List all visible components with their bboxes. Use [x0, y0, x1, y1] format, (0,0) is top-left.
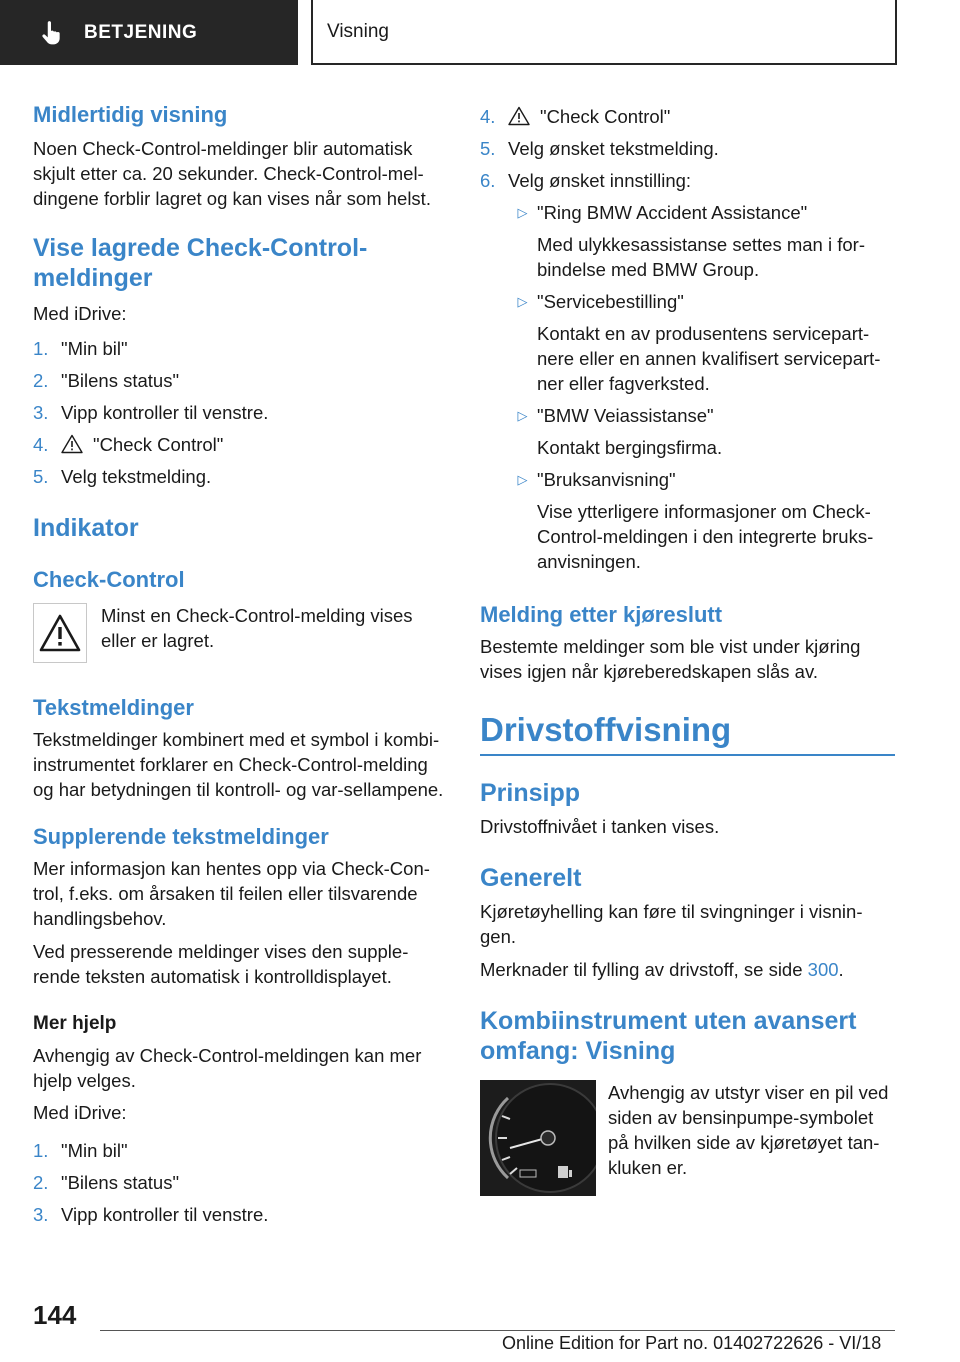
- option-title: "Bruksanvisning": [537, 469, 676, 490]
- heading-prinsipp: Prinsipp: [480, 779, 581, 807]
- gauge-row: [480, 1080, 895, 1196]
- list-item: [33, 368, 445, 393]
- bullet-triangle-icon: ▷: [517, 205, 528, 220]
- step-number: 4.: [480, 106, 496, 127]
- list-item: [33, 432, 445, 457]
- step-text: Velg tekstmelding.: [61, 466, 212, 487]
- para-supplerende-2: Ved presserende meldinger vises den supple-rende teksten automatisk i kontrolldisplayet.: [33, 941, 409, 987]
- option-title: "Ring BMW Accident Assistance": [537, 202, 808, 223]
- para-idrive: Med iDrive:: [33, 303, 127, 324]
- heading-tekstmeldinger: Tekstmeldinger: [33, 695, 194, 720]
- option-desc: Kontakt bergingsfirma.: [537, 437, 723, 458]
- warning-triangle-icon: [508, 106, 530, 126]
- bullet-triangle-icon: ▷: [517, 408, 528, 423]
- option-desc: Med ulykkesassistanse settes man i for-bindelse med BMW Group.: [537, 234, 865, 280]
- para-kombi: Avhengig av utstyr viser en pil ved siden av bensinpumpe-symbolet på hvilken side av kjøretøyet tan-kluken er.: [608, 1082, 889, 1178]
- para-generelt: Kjøretøyhelling kan føre til svingninger i visnin-gen.: [480, 901, 863, 947]
- heading-indikator: Indikator: [33, 514, 139, 542]
- page-number: 144: [33, 1300, 77, 1330]
- list-item: [508, 289, 895, 396]
- left-column: [33, 100, 445, 1234]
- list-item: [508, 467, 895, 574]
- list-item: [508, 200, 895, 282]
- list-item: [480, 136, 895, 161]
- warning-triangle-icon: [61, 434, 83, 454]
- para-mer-hjelp: Avhengig av Check-Control-meldingen kan mer hjelp velges.: [33, 1045, 422, 1091]
- list-item: [480, 104, 895, 129]
- heading-mer-hjelp: Mer hjelp: [33, 1013, 117, 1034]
- step-text: "Check Control": [540, 106, 671, 127]
- step-number: 6.: [480, 170, 496, 191]
- step-text: "Check Control": [93, 434, 224, 455]
- step-number: 1.: [33, 1140, 49, 1161]
- heading-saved: Vise lagrede Check-Control-meldinger: [33, 234, 368, 292]
- step-number: 3.: [33, 1204, 49, 1225]
- option-title: "Servicebestilling": [537, 291, 684, 312]
- list-item: [508, 403, 895, 460]
- list-item: [33, 1202, 445, 1227]
- para-supplerende-1: Mer informasjon kan hentes opp via Check-Con-trol, f.eks. om årsaken til feilen eller tilsvarende handlingsbehov.: [33, 858, 430, 929]
- breadcrumb: [311, 0, 897, 65]
- fuel-gauge-image: [480, 1080, 596, 1196]
- list-item: [33, 464, 445, 489]
- list-item: [33, 336, 445, 361]
- step-number: 5.: [480, 138, 496, 159]
- steps-list-3: [480, 104, 895, 193]
- bullet-triangle-icon: ▷: [517, 294, 528, 309]
- step-text: Vipp kontroller til venstre.: [61, 1204, 269, 1225]
- heading-check-control: Check-Control: [33, 567, 185, 592]
- steps-list-1: [33, 336, 445, 489]
- step-number: 4.: [33, 434, 49, 455]
- list-item: [33, 1138, 445, 1163]
- para-check-control: Minst en Check-Control-melding vises eller er lagret.: [101, 605, 413, 651]
- heading-melding: Melding etter kjøreslutt: [480, 602, 723, 627]
- option-title: "BMW Veiassistanse": [537, 405, 714, 426]
- warning-triangle-icon: [38, 613, 82, 653]
- bullet-triangle-icon: ▷: [517, 472, 528, 487]
- para-prinsipp: Drivstoffnivået i tanken vises.: [480, 816, 720, 837]
- merknad-end: .: [838, 959, 844, 980]
- step-number: 2.: [33, 370, 49, 391]
- step-text: Vipp kontroller til venstre.: [61, 402, 269, 423]
- step-text: "Bilens status": [61, 1172, 180, 1193]
- step-text: "Bilens status": [61, 370, 180, 391]
- para-melding: Bestemte meldinger som ble vist under kjøring vises igjen når kjøreberedskapen slås av.: [480, 636, 861, 682]
- heading-supplerende: Supplerende tekstmeldinger: [33, 824, 329, 849]
- page-link[interactable]: 300: [807, 959, 839, 980]
- heading-kombi: Kombiinstrument uten avansert omfang: Visning: [480, 1007, 857, 1065]
- step-number: 1.: [33, 338, 49, 359]
- heading-generelt: Generelt: [480, 864, 582, 892]
- step-text: "Min bil": [61, 1140, 128, 1161]
- right-column: [480, 104, 895, 1196]
- list-item: [33, 1170, 445, 1195]
- edition-text: Online Edition for Part no. 01402722626 - VI/18: [502, 1333, 882, 1353]
- step-text: Velg ønsket innstilling:: [508, 170, 692, 191]
- step-number: 5.: [33, 466, 49, 487]
- breadcrumb-label: Visning: [327, 20, 389, 42]
- para-temp: Noen Check-Control-meldinger blir automatisk skjult etter ca. 20 sekunder. Check-Control-mel-dingene forblir lagret og kan vises når som helst.: [33, 138, 431, 209]
- para-merknad: [480, 957, 895, 982]
- merknad-text: Merknader til fylling av drivstoff, se side: [480, 959, 803, 980]
- step-text: Velg ønsket tekstmelding.: [508, 138, 719, 159]
- hand-pointer-icon: [38, 20, 64, 46]
- heading-temp: Midlertidig visning: [33, 102, 228, 127]
- footer-divider: [100, 1330, 895, 1331]
- list-item: [33, 400, 445, 425]
- list-item: [480, 168, 895, 193]
- heading-drivstoffvisning: Drivstoffvisning: [480, 711, 732, 748]
- step-text: "Min bil": [61, 338, 128, 359]
- option-desc: Kontakt en av produsentens servicepart-nere eller en annen kvalifisert servicepart-ner eller fagverksted.: [537, 323, 881, 394]
- section-label: BETJENING: [84, 21, 198, 43]
- steps-list-2: [33, 1138, 445, 1227]
- warning-lamp-box: [33, 603, 87, 663]
- options-list: [508, 200, 895, 574]
- option-desc: Vise ytterligere informasjoner om Check-Control-meldingen i den integrerte bruks-anvisningen.: [537, 501, 874, 572]
- para-idrive-2: Med iDrive:: [33, 1102, 127, 1123]
- chapter-title-rule: [480, 710, 895, 756]
- indicator-row: [33, 603, 445, 663]
- step-number: 2.: [33, 1172, 49, 1193]
- para-tekstmeldinger: Tekstmeldinger kombinert med et symbol i kombi-instrumentet forklarer en Check-Control-melding og har betydningen til kontroll- og var-sellampene.: [33, 729, 444, 800]
- step-number: 3.: [33, 402, 49, 423]
- section-tab[interactable]: [0, 0, 298, 65]
